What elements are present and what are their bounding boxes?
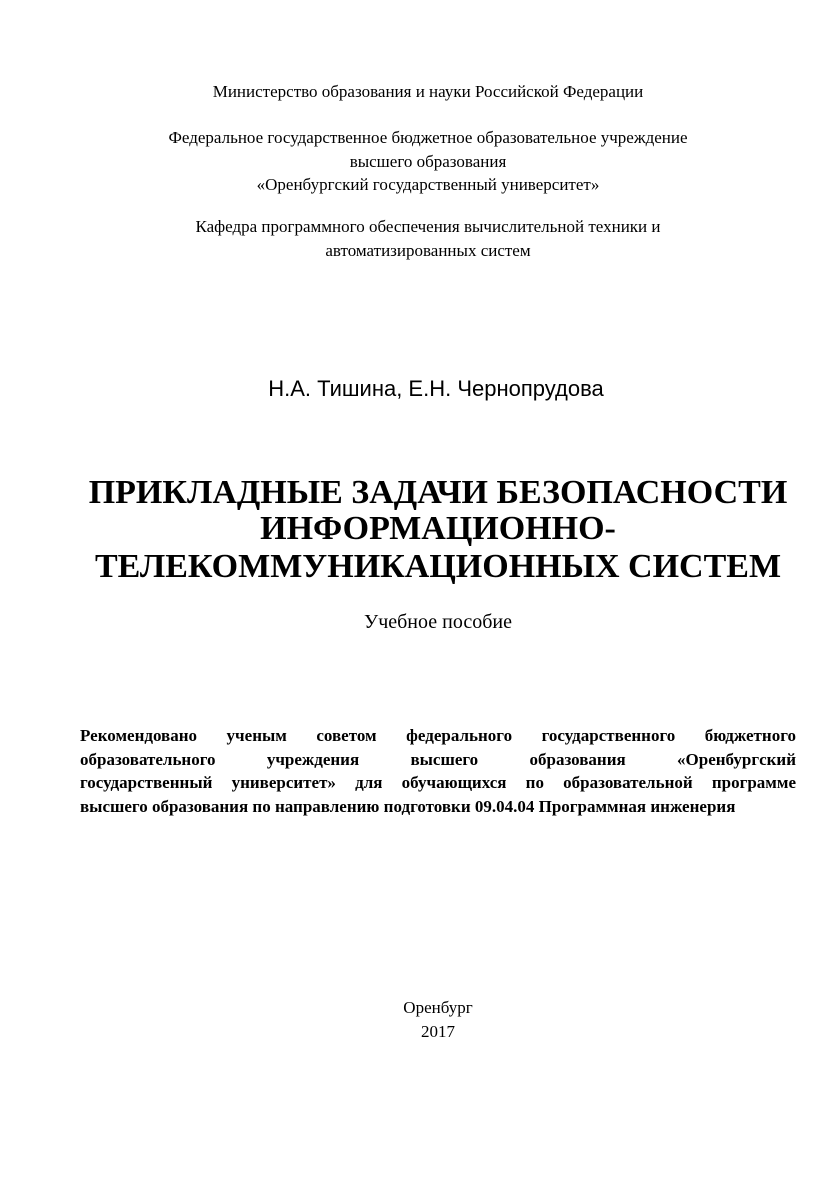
- recommendation-line-4: высшего образования по направлению подготовки 09.04.04 Программная инженерия: [80, 797, 736, 816]
- book-title-line-3: ТЕЛЕКОММУНИКАЦИОННЫХ СИСТЕМ: [94, 548, 782, 585]
- book-title-line-2: ИНФОРМАЦИОННО-: [260, 510, 616, 547]
- recommendation-line-3: государственный университет» для обучающихся по образовательной программе: [80, 773, 796, 792]
- recommendation-line-1: Рекомендовано ученым советом федерального государственного бюджетного: [80, 726, 796, 745]
- authors: Н.А. Тишина, Е.Н. Чернопрудова: [268, 376, 604, 401]
- book-subtitle: Учебное пособие: [364, 611, 512, 633]
- book-title-line-1: ПРИКЛАДНЫЕ ЗАДАЧИ БЕЗОПАСНОСТИ: [88, 474, 788, 511]
- recommendation-line-2: образовательного учреждения высшего образования «Оренбургский: [80, 750, 796, 769]
- institution-line-1: Федеральное государственное бюджетное образовательное учреждение: [168, 128, 688, 147]
- department-line-2: автоматизированных систем: [325, 241, 531, 260]
- institution-line-2: высшего образования: [349, 152, 507, 171]
- ministry-name: Министерство образования и науки Российской Федерации: [212, 82, 644, 101]
- institution-line-3: «Оренбургский государственный университет»: [256, 175, 600, 194]
- department-line-1: Кафедра программного обеспечения вычислительной техники и: [195, 217, 661, 236]
- publication-city: Оренбург: [403, 998, 473, 1017]
- publication-year: 2017: [421, 1022, 455, 1041]
